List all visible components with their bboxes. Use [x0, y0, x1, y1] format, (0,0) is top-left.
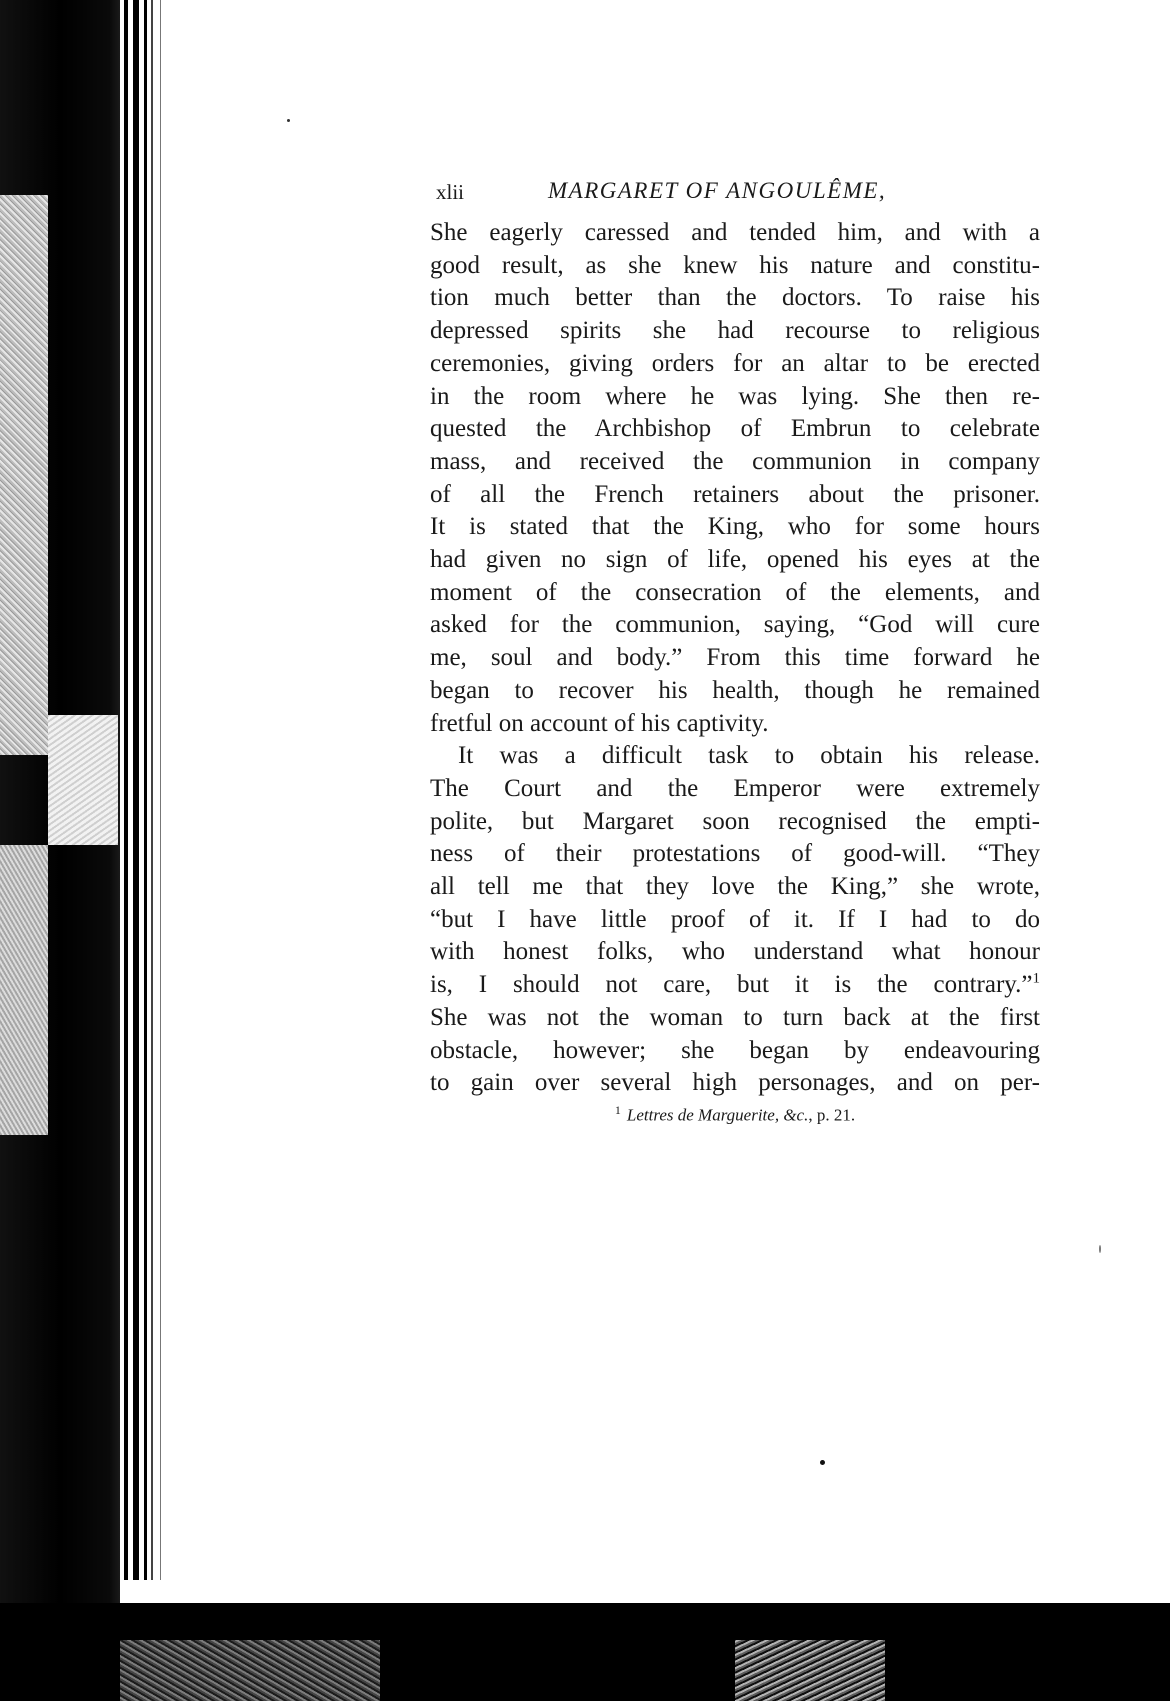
scan-noise — [735, 1640, 885, 1701]
text-line: ceremonies, giving orders for an altar to be erected — [430, 349, 1040, 377]
text-line: depressed spirits she had recourse to religious — [430, 317, 1040, 345]
text-line: good result, as she knew his nature and constitu- — [430, 251, 1040, 279]
text-line: She was not the woman to turn back at the first — [430, 1003, 1040, 1031]
text-line: with honest folks, who understand what honour — [430, 938, 1040, 966]
text-line: in the room where he was lying. She then re- — [430, 382, 1040, 410]
text-line: It was a difficult task to obtain his release. — [458, 742, 1040, 770]
text-line: me, soul and body.” From this time forward he — [430, 644, 1040, 672]
scan-speck — [1099, 1245, 1101, 1253]
text-line-with-footnote-ref — [430, 969, 1040, 1002]
spine-line — [133, 0, 139, 1580]
page-number: xlii — [436, 180, 465, 204]
scan-speck — [820, 1460, 825, 1465]
scan-noise — [0, 195, 48, 755]
text-line: “but I have little proof of it. If I had to do — [430, 905, 1040, 933]
footnote-title: Lettres de Marguerite, &c. — [626, 1105, 809, 1125]
scan-noise — [48, 715, 118, 845]
text-line: ness of their protestations of good-will. “They — [430, 840, 1040, 868]
text-line: polite, but Margaret soon recognised the empti- — [430, 807, 1040, 835]
spine-line — [160, 0, 161, 1580]
text-line: to gain over several high personages, and on per- — [430, 1069, 1040, 1097]
scan-noise — [0, 845, 48, 1135]
spine-line — [144, 0, 147, 1580]
footnote-mark: 1 — [614, 1102, 621, 1117]
running-head — [430, 176, 1040, 216]
text-line: quested the Archbishop of Embrun to celebrate — [430, 415, 1040, 443]
text-line: moment of the consecration of the elements, and — [430, 578, 1040, 606]
footnote-reference: 1 — [1032, 970, 1040, 987]
text-line: obstacle, however; she began by endeavouring — [430, 1036, 1040, 1064]
footnote — [430, 1103, 1040, 1126]
text-line: began to recover his health, though he remained — [430, 676, 1040, 704]
scan-speck — [287, 119, 290, 122]
running-title: MARGARET OF ANGOULÊME, — [548, 178, 887, 203]
text-line: is, I should not care, but it is the contrary.” — [430, 971, 1033, 999]
text-line: She eagerly caressed and tended him, and with a — [430, 219, 1040, 246]
text-line: tion much better than the doctors. To raise his — [430, 284, 1040, 312]
book-page — [430, 176, 1040, 1126]
text-line: The Court and the Emperor were extremely — [430, 774, 1040, 802]
text-line: It is stated that the King, who for some hours — [430, 513, 1040, 541]
text-line: mass, and received the communion in company — [430, 447, 1040, 475]
body-text — [430, 217, 1040, 1100]
text-line: had given no sign of life, opened his eyes at the — [430, 546, 1040, 574]
footnote-page: , p. 21. — [808, 1105, 856, 1125]
scan-margin — [0, 0, 172, 1701]
spine-line — [124, 0, 128, 1580]
text-line: asked for the communion, saying, “God will cure — [430, 611, 1040, 639]
spine-line — [151, 0, 153, 1580]
scan-noise — [120, 1640, 380, 1701]
text-line: fretful on account of his captivity. — [430, 709, 769, 737]
text-line: all tell me that they love the King,” she wrote, — [430, 873, 1040, 901]
text-line: of all the French retainers about the prisoner. — [430, 480, 1040, 508]
